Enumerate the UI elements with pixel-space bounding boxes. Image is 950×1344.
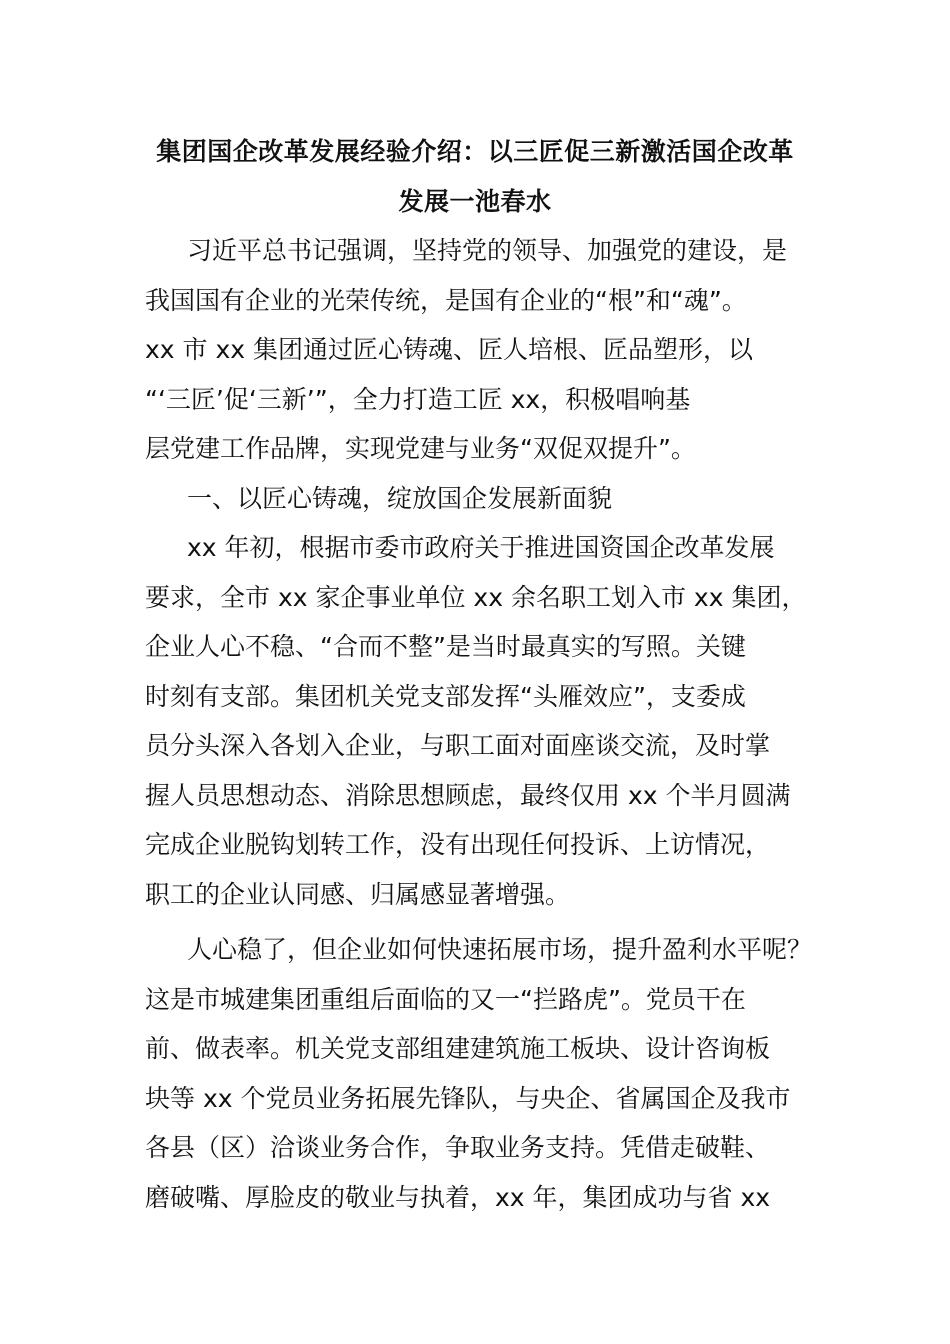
paragraph-line: 职工的企业认同感、归属感显著增强。	[145, 879, 571, 909]
paragraph-line: xx 年初，根据市委市政府关于推进国资国企改革发展	[187, 533, 775, 562]
paragraph-line: 完成企业脱钩划转工作，没有出现任何投诉、上访情况，	[145, 830, 771, 859]
paragraph-line: 要求，全市 xx 家企事业单位 xx 余名职工划入市 xx 集团，	[145, 582, 807, 612]
paragraph-line: 前、做表率。机关党支部组建建筑施工板块、设计咨询板	[145, 1034, 771, 1063]
section-heading: 一、以匠心铸魂，绽放国企发展新面貌	[187, 483, 613, 513]
paragraph-line: 企业人心不稳、“合而不整”是当时最真实的写照。关键	[145, 632, 746, 661]
document-body	[145, 226, 835, 1222]
paragraph-line: “‘三匠’促‘三新’”，全力打造工匠 xx，积极唱响基	[145, 384, 691, 414]
paragraph-line: 员分头深入各划入企业，与职工面对面座谈交流，及时掌	[145, 731, 771, 760]
document-title-line-1: 集团国企改革发展经验介绍：以三匠促三新激活国企改革	[156, 137, 794, 166]
paragraph-line: 这是市城建集团重组后面临的又一“拦路虎”。党员干在	[145, 984, 746, 1014]
paragraph-line: 各县（区）洽谈业务合作，争取业务支持。凭借走破鞋、	[145, 1133, 771, 1162]
paragraph-line: 层党建工作品牌，实现党建与业务“双促双提升”。	[145, 434, 696, 463]
paragraph-line: 块等 xx 个党员业务拓展先锋队，与央企、省属国企及我市	[145, 1083, 791, 1113]
paragraph-line: 时刻有支部。集团机关党支部发挥“头雁效应”，支委成	[145, 681, 746, 711]
paragraph-line: 人心稳了，但企业如何快速拓展市场，提升盈利水平呢？	[187, 935, 813, 964]
document-title-line-2: 发展一池春水	[398, 187, 552, 216]
paragraph-line: 磨破嘴、厚脸皮的敬业与执着，xx 年，集团成功与省 xx	[145, 1182, 771, 1212]
paragraph-line: 习近平总书记强调，坚持党的领导、加强党的建设，是	[187, 236, 788, 265]
paragraph-line: 我国国有企业的光荣传统，是国有企业的“根”和“魂”。	[145, 285, 747, 315]
paragraph-line: 握人员思想动态、消除思想顾虑，最终仅用 xx 个半月圆满	[145, 780, 791, 810]
paragraph-line: xx 市 xx 集团通过匠心铸魂、匠人培根、匠品塑形，以	[145, 335, 754, 364]
